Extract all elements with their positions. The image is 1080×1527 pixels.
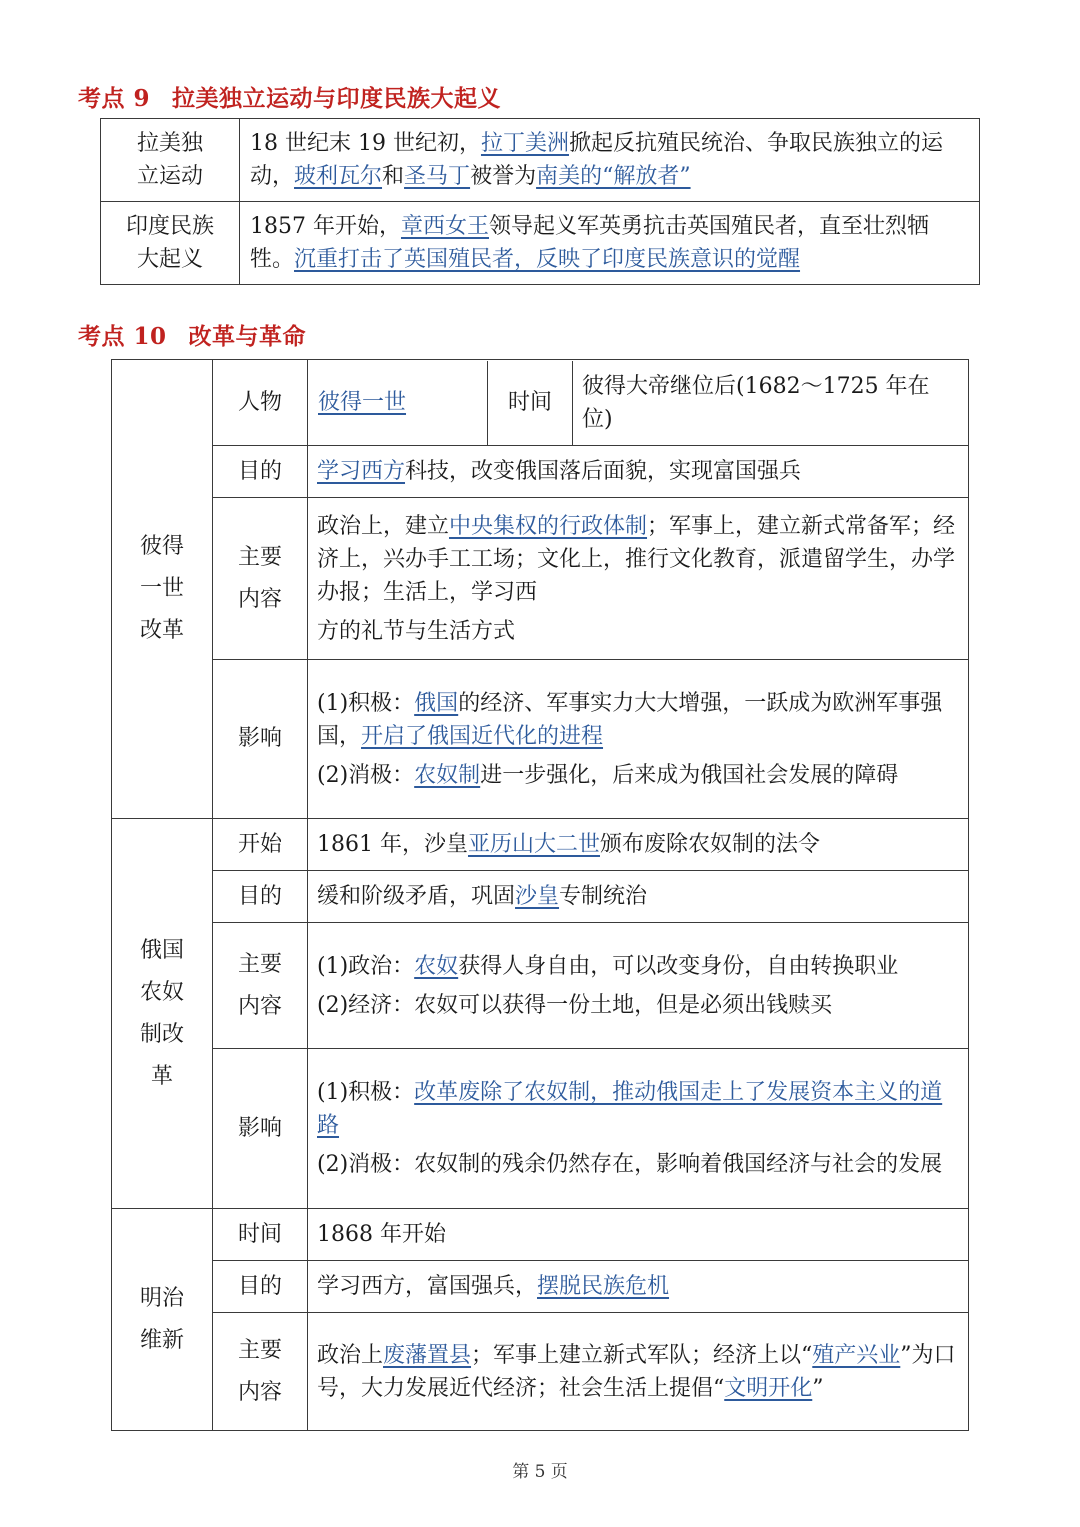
section9-heading [78, 80, 501, 113]
purpose-text: 缓和阶级矛盾，巩固沙皇专制统治 [308, 871, 969, 923]
highlight-text: 章西女王 [400, 214, 489, 239]
highlight-text: 农奴 [414, 953, 459, 979]
table-row [112, 660, 969, 819]
label-content: 主要 内容 [213, 498, 308, 660]
group-serf-reform: 俄国 农奴 制改 革 [112, 819, 213, 1209]
label-time: 时间 [213, 1209, 308, 1261]
section10-heading [78, 318, 306, 351]
section10-number: 考点 10 [78, 323, 167, 350]
label-purpose: 目的 [213, 871, 308, 923]
row-text-latin-america: 18 世纪末 19 世纪初，拉丁美洲掀起反抗殖民统治、争取民族独立的运动，玻利瓦尔和圣马丁被誉为南美的“解放者” [240, 119, 980, 202]
content-text: 政治上废藩置县；军事上建立新式军队；经济上以“殖产兴业”为口号，大力发展近代经济；社会生活上提倡“文明开化” [308, 1313, 969, 1431]
label-content: 主要 内容 [213, 1313, 308, 1431]
highlight-text: 学习西方 [317, 459, 406, 484]
label-purpose: 目的 [213, 446, 308, 498]
highlight-text: 农奴制 [414, 762, 481, 788]
section9-number: 考点 9 [78, 85, 151, 112]
purpose-text: 学习西方，富国强兵，摆脱民族危机 [308, 1261, 969, 1313]
label-impact: 影响 [213, 660, 308, 819]
highlight-text: 废藩置县 [383, 1342, 472, 1368]
highlight-text: 俄国 [414, 690, 459, 716]
time-text: 1868 年开始 [308, 1209, 969, 1261]
table-row [112, 819, 969, 871]
label-content: 主要 内容 [213, 923, 308, 1049]
person-time-cell [308, 360, 969, 446]
highlight-text: 文明开化 [724, 1375, 813, 1401]
label-impact: 影响 [213, 1049, 308, 1209]
highlight-text: 沉重打击了英国殖民者，反映了印度民族意识的觉醒 [294, 247, 801, 272]
person-value: 彼得一世 [318, 390, 407, 415]
row-label-india: 印度民族 大起义 [101, 202, 240, 285]
highlight-text: 亚历山大二世 [467, 832, 600, 857]
label-person: 人物 [213, 360, 308, 446]
table-row [112, 923, 969, 1049]
content-text: (1)政治：农奴获得人身自由，可以改变身份，自由转换职业 (2)经济：农奴可以获得一份土地，但是必须出钱赎买 [308, 923, 969, 1049]
highlight-text: 殖产兴业 [812, 1342, 901, 1368]
table-row [112, 871, 969, 923]
highlight-text: 拉丁美洲 [480, 131, 569, 156]
impact-text: (1)积极：改革废除了农奴制，推动俄国走上了发展资本主义的道路 (2)消极：农奴制的残余仍然存在，影响着俄国经济与社会的发展 [308, 1049, 969, 1209]
label-time: 时间 [507, 390, 552, 415]
highlight-text: 南美的“解放者” [536, 164, 691, 189]
highlight-text: 沙皇 [515, 884, 560, 909]
impact-text: (1)积极：俄国的经济、军事实力大大增强，一跃成为欧洲军事强国，开启了俄国近代化的进程 (2)消极：农奴制进一步强化，后来成为俄国社会发展的障碍 [308, 660, 969, 819]
content-text: 政治上，建立中央集权的行政体制；军事上，建立新式常备军；经济上，兴办手工工场；文化上，推行文化教育，派遣留学生，办学办报；生活上，学习西 方的礼节与生活方式 [308, 498, 969, 660]
group-peter-reform: 彼得 一世 改革 [112, 360, 213, 819]
time-value: 彼得大帝继位后(1682～1725 年在位) [582, 373, 930, 432]
section10-title: 改革与革命 [188, 323, 307, 350]
section10-table [111, 359, 969, 1431]
table-row [112, 360, 969, 446]
highlight-text: 开启了俄国近代化的进程 [361, 723, 604, 749]
label-start: 开始 [213, 819, 308, 871]
section9-table [100, 118, 980, 285]
highlight-text: 改革废除了农奴制，推动俄国走上了发展资本主义的道路 [317, 1080, 943, 1138]
row-text-india: 1857 年开始，章西女王领导起义军英勇抗击英国殖民者，直至壮烈牺牲。沉重打击了英国殖民者，反映了印度民族意识的觉醒 [240, 202, 980, 285]
table-row [112, 1313, 969, 1431]
table-row [101, 202, 980, 285]
table-row [112, 498, 969, 660]
page-number: 第 5 页 [512, 1462, 568, 1482]
highlight-text: 圣马丁 [404, 164, 471, 189]
table-row [112, 1049, 969, 1209]
start-text: 1861 年，沙皇亚历山大二世颁布废除农奴制的法令 [308, 819, 969, 871]
table-row [112, 446, 969, 498]
table-row [101, 119, 980, 202]
table-row [112, 1261, 969, 1313]
highlight-text: 摆脱民族危机 [537, 1274, 670, 1299]
row-label-latin-america: 拉美独 立运动 [101, 119, 240, 202]
label-purpose: 目的 [213, 1261, 308, 1313]
section9-title: 拉美独立运动与印度民族大起义 [172, 85, 502, 112]
group-meiji: 明治 维新 [112, 1209, 213, 1431]
highlight-text: 中央集权的行政体制 [449, 513, 648, 539]
highlight-text: 玻利瓦尔 [294, 164, 383, 189]
table-row [112, 1209, 969, 1261]
purpose-text: 学习西方科技，改变俄国落后面貌，实现富国强兵 [308, 446, 969, 498]
